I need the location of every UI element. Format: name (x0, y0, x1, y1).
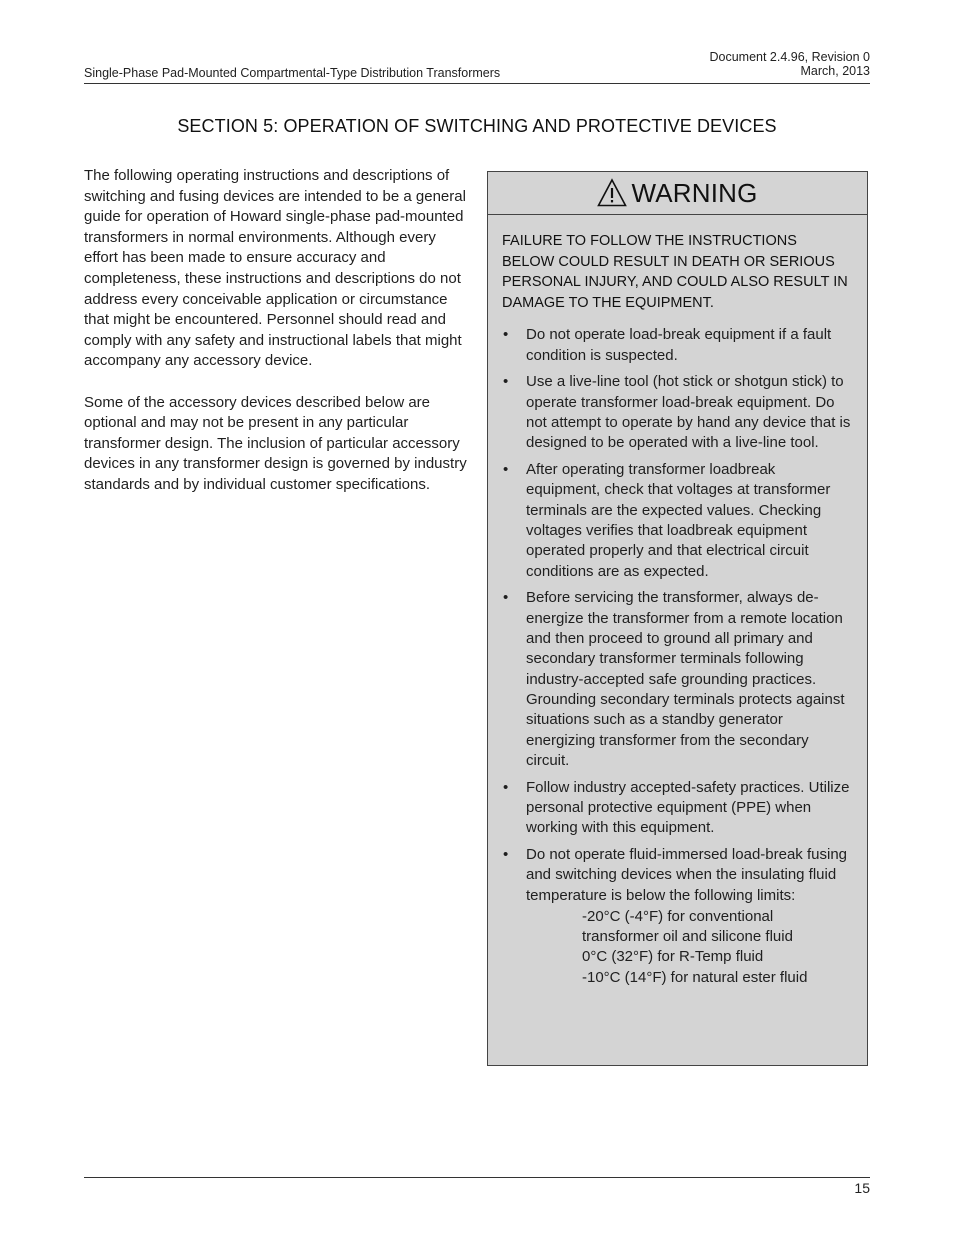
limit-conventional-oil: -20°C (-4°F) for conventional transformer oil and silicone fluid (582, 907, 793, 946)
warning-list (502, 325, 853, 988)
document-info (709, 50, 870, 78)
warning-item (502, 460, 853, 582)
limit-r-temp: 0°C (32°F) for R-Temp fluid (582, 948, 764, 966)
bullet: • (503, 326, 509, 344)
warning-lead: FAILURE TO FOLLOW THE INSTRUCTIONS BELOW COULD RESULT IN DEATH OR SERIOUS PERSONAL INJURY, AND COULD ALSO RESULT IN DAMAGE TO THE EQUIPMENT. (502, 233, 848, 311)
bullet: • (503, 589, 509, 607)
document-date: March, 2013 (800, 64, 870, 78)
warning-header (488, 172, 867, 215)
header-divider (84, 83, 870, 84)
document-title: Single-Phase Pad-Mounted Compartmental-Type Distribution Transformers (84, 66, 501, 80)
warning-item (502, 588, 853, 771)
limit-natural-ester: -10°C (14°F) for natural ester fluid (582, 968, 808, 986)
bullet: • (503, 778, 509, 796)
temperature-limits (526, 907, 853, 988)
page-number: 15 (854, 1180, 870, 1196)
warning-item (502, 372, 853, 453)
intro-text (84, 166, 472, 516)
warning-item (502, 845, 853, 988)
document-number: Document 2.4.96, Revision 0 (709, 50, 870, 64)
warning-box (487, 171, 868, 1066)
warning-item-text: Follow industry accepted-safety practices. Utilize personal protective equipment (PPE) when working with this equipment. (526, 778, 850, 837)
warning-item-text: Do not operate load-break equipment if a fault condition is suspected. (526, 326, 832, 364)
warning-triangle-icon (597, 178, 627, 208)
warning-item-text: Use a live-line tool (hot stick or shotgun stick) to operate transformer load-break equipment. Do not attempt to operate by hand any device that is designed to be operated with a live-line tool. (526, 373, 851, 452)
intro-paragraph-1: The following operating instructions and descriptions of switching and fusing devices are intended to be a general guide for operation of Howard single-phase pad-mounted transformers in normal environments. Although every effort has been made to ensure accuracy and completeness, these instructions and descriptions do not address every conceivable application or circumstance that might be encountered. Personnel should read and comply with any safety and instructional labels that might accompany any accessory device. (84, 167, 466, 370)
warning-item (502, 325, 853, 366)
warning-item-text: Do not operate fluid-immersed load-break fusing and switching devices when the insulating fluid temperature is below the following limits: (526, 846, 847, 904)
footer-divider (84, 1177, 870, 1178)
bullet: • (503, 373, 509, 391)
warning-item-text: After operating transformer loadbreak equipment, check that voltages at transformer terminals are the expected values. Checking voltages verifies that loadbreak equipment operated properly and that electrical circuit conditions are as expected. (526, 461, 831, 580)
bullet: • (503, 461, 509, 479)
warning-item-text: Before servicing the transformer, always de-energize the transformer from a remote location and then proceed to ground all primary and secondary transformer terminals following industry-accepted safe grounding practices. Grounding secondary terminals protects against situations such as a standby generator energizing transformer from the secondary circuit. (526, 589, 845, 769)
warning-item (502, 778, 853, 839)
intro-paragraph-2: Some of the accessory devices described below are optional and may not be present in any particular transformer design. The inclusion of particular accessory devices in any transformer design is governed by industry standards and by individual customer specifications. (84, 393, 467, 493)
warning-body (488, 215, 867, 988)
bullet: • (503, 846, 509, 863)
warning-title: WARNING (631, 177, 758, 208)
section-title: SECTION 5: OPERATION OF SWITCHING AND PROTECTIVE DEVICES (177, 116, 777, 136)
